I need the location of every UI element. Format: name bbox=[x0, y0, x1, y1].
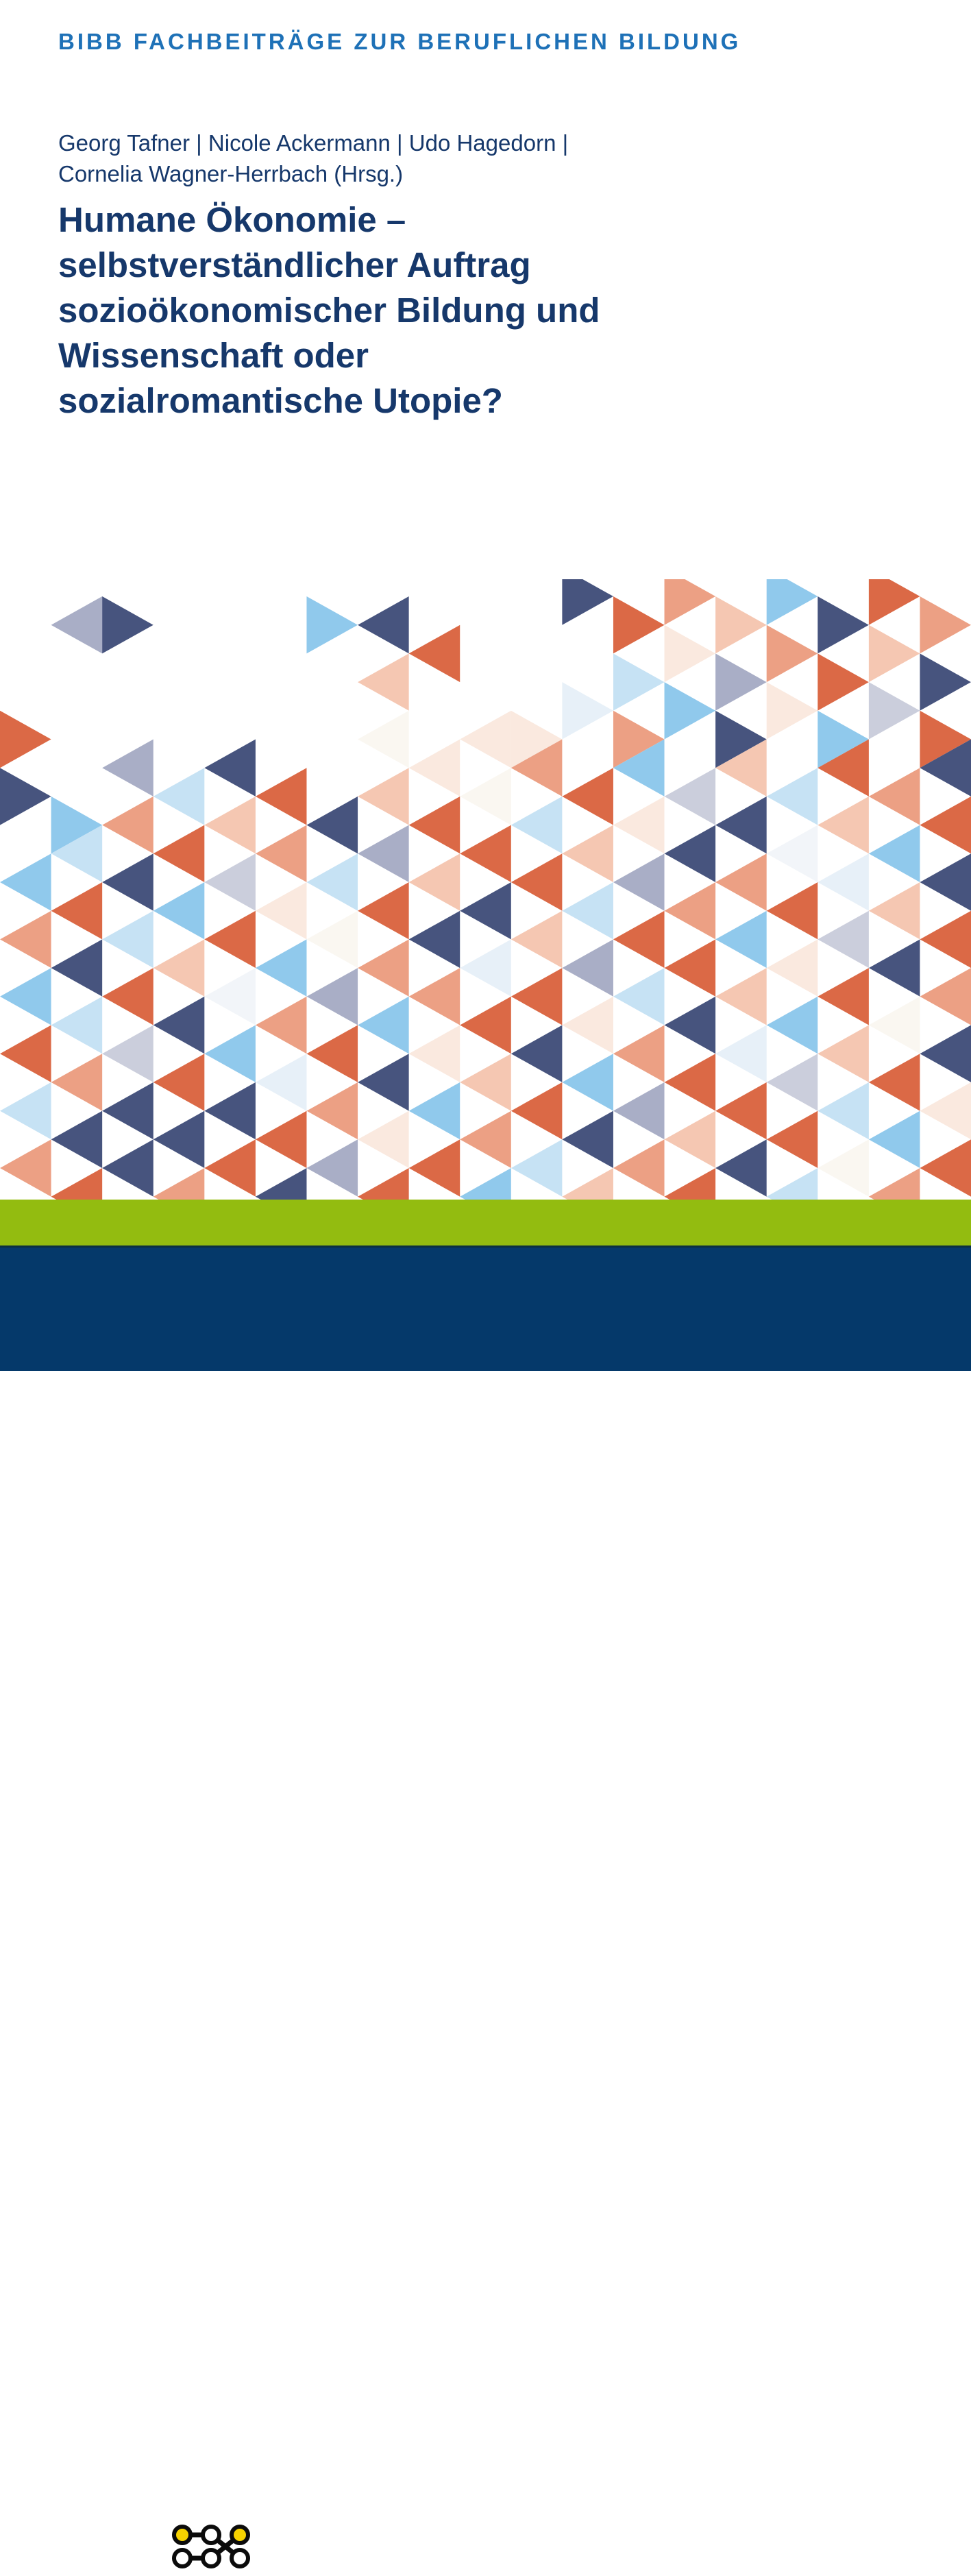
agbfn-label-line-1: Arbeitsgemeinschaft bbox=[256, 2520, 432, 2541]
bibb-label-line-2: Berufsbildung bbox=[814, 2549, 907, 2566]
agbfn-label bbox=[256, 2520, 519, 2565]
network-icon bbox=[170, 2523, 254, 2571]
title-line-3: sozioökonomischer Bildung und bbox=[58, 291, 600, 330]
green-stripe bbox=[0, 1200, 971, 1246]
author-line-2: Cornelia Wagner-Herrbach (Hrsg.) bbox=[58, 161, 404, 186]
book-title bbox=[58, 197, 812, 424]
title-line-5: sozialromantische Utopie? bbox=[58, 381, 503, 420]
author-line-1: Georg Tafner | Nicole Ackermann | Udo Hagedorn | bbox=[58, 130, 569, 156]
agbfn-acronym: AGBFN bbox=[72, 2516, 171, 2575]
author-block bbox=[58, 127, 568, 189]
title-line-2: selbstverständlicher Auftrag bbox=[58, 245, 531, 284]
title-line-1: Humane Ökonomie – bbox=[58, 200, 406, 239]
bibb-label-line-1: Bundesinstitut für bbox=[814, 2530, 931, 2547]
series-title: BIBB FACHBEITRÄGE ZUR BERUFLICHEN BILDUNG bbox=[58, 29, 741, 54]
bibb-wordmark: bibb bbox=[711, 2510, 811, 2570]
triangle-mosaic-artwork bbox=[0, 579, 971, 1200]
footer-bar bbox=[0, 1246, 971, 2575]
agbfn-label-line-2: Berufsbildungsforschungsnetz bbox=[256, 2543, 519, 2564]
bibb-label bbox=[814, 2529, 931, 2566]
title-line-4: Wissenschaft oder bbox=[58, 336, 369, 375]
